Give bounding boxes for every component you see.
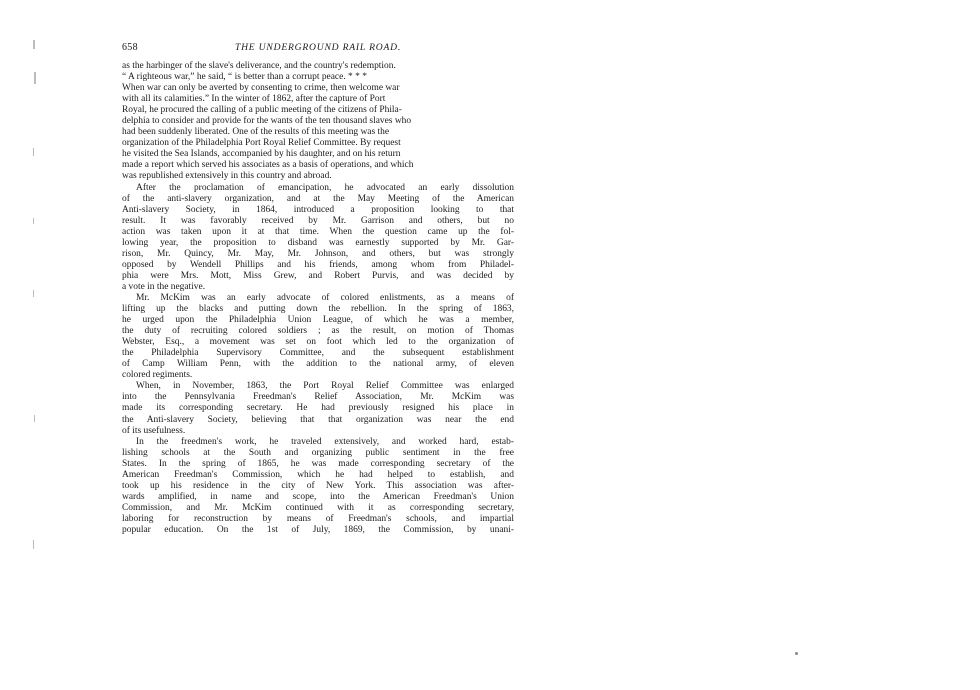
- paragraph: [122, 381, 514, 436]
- text-line: with all its calamities.” In the winter of 1862, after the capture of Port: [122, 94, 386, 105]
- text-line: “ A righteous war,” he said, “ is better than a corrupt peace. * * *: [122, 72, 367, 83]
- text-line: Commission, and Mr. McKim continued with it as corresponding secretary,: [122, 502, 514, 513]
- scan-margin-mark: [33, 40, 35, 49]
- scan-margin-mark: [33, 148, 34, 156]
- text-line: Mr. McKim was an early advocate of colored enlistments, as a means of: [136, 292, 514, 303]
- text-line: Webster, Esq., a movement was set on foot which led to the organization of: [122, 337, 514, 348]
- text-line: lishing schools at the South and organizing public sentiment in the free: [122, 447, 514, 458]
- body-text: [122, 61, 514, 536]
- text-line: result. It was favorably received by Mr. Garrison and others, but no: [122, 215, 514, 226]
- text-line: the duty of recruiting colored soldiers ; as the result, on motion of Thomas: [122, 326, 514, 337]
- text-line: In the freedmen's work, he traveled extensively, and worked hard, estab-: [136, 436, 514, 447]
- text-line: Royal, he procured the calling of a public meeting of the citizens of Phila-: [122, 105, 402, 116]
- paragraph: [122, 437, 514, 536]
- text-line: he visited the Sea Islands, accompanied by his daughter, and on his return: [122, 149, 401, 160]
- paragraph: [122, 293, 514, 381]
- text-line: lowing year, the proposition to disband was earnestly supported by Mr. Gar-: [122, 237, 514, 248]
- text-line: opposed by Wendell Phillips and his friends, among whom from Philadel-: [122, 259, 514, 270]
- text-line: the Philadelphia Supervisory Committee, and the subsequent establishment: [122, 348, 514, 359]
- text-line: made a report which served his associates as a basis of operations, and which: [122, 160, 414, 171]
- text-line: had been suddenly liberated. One of the results of this meeting was the: [122, 127, 390, 138]
- text-line: of the anti-slavery organization, and at the May Meeting of the American: [122, 193, 514, 204]
- text-line: States. In the spring of 1865, he was made corresponding secretary of the: [122, 458, 514, 469]
- text-line: After the proclamation of emancipation, he advocated an early dissolution: [136, 182, 514, 193]
- text-line: American Freedman's Commission, which he had helped to establish, and: [122, 469, 514, 480]
- text-line: made its corresponding secretary. He had previously resigned his place in: [122, 403, 514, 414]
- paragraph: [122, 183, 514, 293]
- text-line: delphia to consider and provide for the wants of the ten thousand slaves who: [122, 116, 412, 127]
- text-line: as the harbinger of the slave's deliverance, and the country's redemption.: [122, 61, 396, 71]
- page-number: 658: [122, 42, 138, 53]
- text-line: he urged upon the Philadelphia Union League, of which he was a member,: [122, 315, 514, 326]
- text-line: popular education. On the 1st of July, 1869, the Commission, by unani-: [122, 524, 514, 535]
- text-line: organization of the Philadelphia Port Royal Relief Committee. By request: [122, 138, 401, 149]
- running-title: THE UNDERGROUND RAIL ROAD.: [234, 42, 402, 53]
- text-line: into the Pennsylvania Freedman's Relief Association, Mr. McKim was: [122, 392, 514, 403]
- scan-margin-mark: [33, 218, 34, 224]
- scan-margin-mark: [33, 290, 34, 297]
- text-line: the Anti-slavery Society, believing that that organization was near the end: [122, 414, 514, 425]
- text-line: laboring for reconstruction by means of Freedman's schools, and impartial: [122, 513, 514, 524]
- text-line: rison, Mr. Quincy, Mr. May, Mr. Johnson, and others, but was strongly: [122, 248, 514, 259]
- text-line: When, in November, 1863, the Port Royal Relief Committee was enlarged: [136, 381, 514, 392]
- text-line: of its usefulness.: [122, 425, 186, 436]
- scan-margin-mark: [34, 72, 36, 84]
- scan-margin-mark: [33, 540, 34, 549]
- text-line: was republished extensively in this country and abroad.: [122, 171, 332, 182]
- text-line: a vote in the negative.: [122, 281, 206, 292]
- book-page: [122, 40, 514, 645]
- text-line: phia were Mrs. Mott, Miss Grew, and Robert Purvis, and was decided by: [122, 270, 514, 281]
- text-line: of Camp William Penn, with the addition to the national army, of eleven: [122, 359, 514, 370]
- paragraph: [122, 61, 514, 183]
- text-line: wards amplified, in name and scope, into the American Freedman's Union: [122, 491, 514, 502]
- text-line: took up his residence in the city of New York. This association was after-: [122, 480, 514, 491]
- scan-speck: [795, 652, 798, 655]
- text-line: When war can only be averted by consenting to crime, then welcome war: [122, 83, 400, 94]
- running-head: [122, 40, 514, 56]
- text-line: lifting up the blacks and putting down the rebellion. In the spring of 1863,: [122, 304, 514, 315]
- text-line: Anti-slavery Society, in 1864, introduced a proposition looking to that: [122, 204, 514, 215]
- scan-margin-mark: [34, 415, 35, 422]
- text-line: action was taken upon it at that time. When the question came up the fol-: [122, 226, 514, 237]
- text-line: colored regiments.: [122, 370, 193, 381]
